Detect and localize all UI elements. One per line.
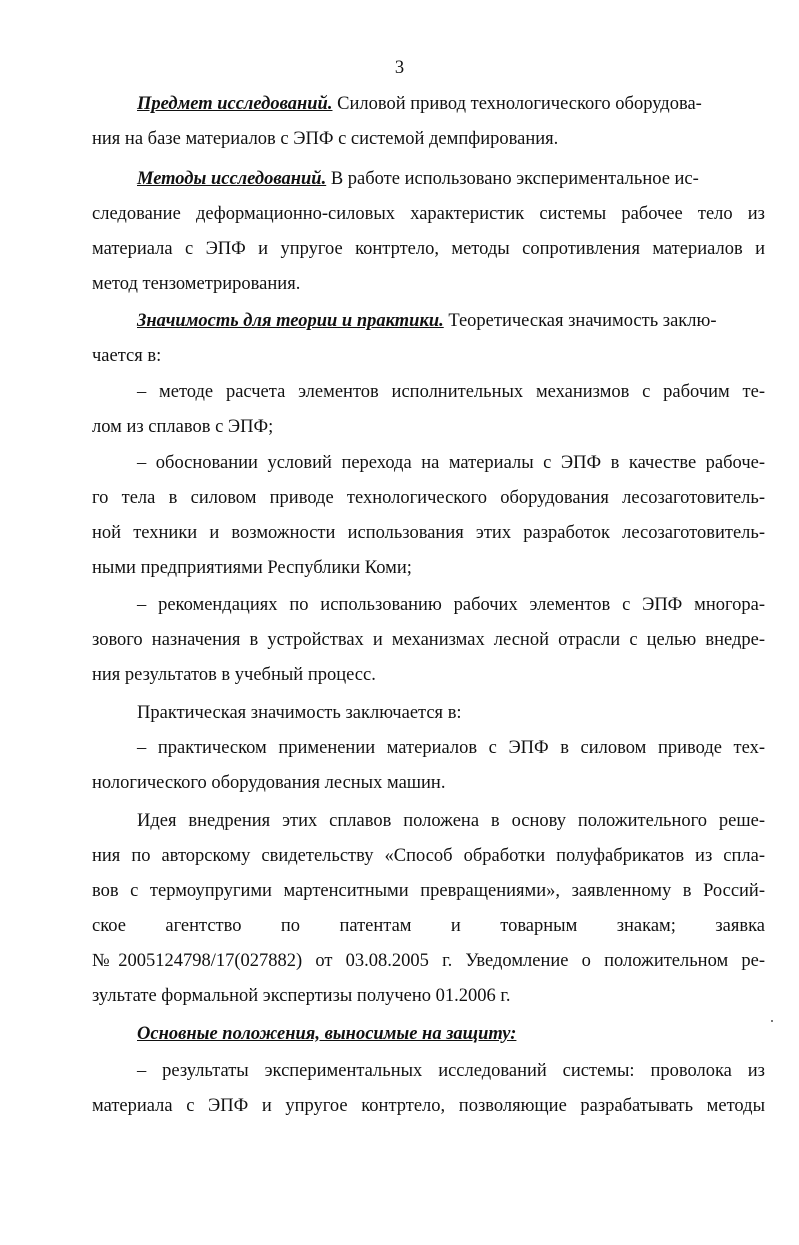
idea-line-2: ния по авторскому свидетельству «Способ обработки полуфабрикатов из спла- bbox=[92, 846, 765, 866]
significance-text: Теоретическая значимость заклю- bbox=[443, 311, 717, 331]
defense-heading: Основные положения, выносимые на защиту: bbox=[137, 1024, 517, 1044]
subject-text: Силовой привод технологического оборудова- bbox=[332, 94, 702, 114]
application-line-2: нологического оборудования лесных машин. bbox=[92, 773, 446, 793]
results-line-2: материала с ЭПФ и упругое контртело, позволяющие разрабатывать методы bbox=[92, 1096, 765, 1116]
page-number: 3 bbox=[394, 58, 405, 78]
significance-line-1 bbox=[137, 310, 765, 332]
recommendations-line-2: зового назначения в устройствах и механизмах лесной отрасли с целью внедре- bbox=[92, 630, 765, 650]
subject-heading: Предмет исследований. bbox=[137, 94, 333, 114]
methods-line-4: метод тензометрирования. bbox=[92, 274, 301, 294]
idea-line-6: зультате формальной экспертизы получено 01.2006 г. bbox=[92, 986, 511, 1006]
idea-line-3: вов с термоупругими мартенситными превращениями», заявленному в Россий- bbox=[92, 881, 765, 901]
significance-heading: Значимость для теории и практики. bbox=[137, 311, 444, 331]
justification-line-4: ными предприятиями Республики Коми; bbox=[92, 558, 412, 578]
method-item-line-2: лом из сплавов с ЭПФ; bbox=[92, 417, 274, 437]
justification-line-2: го тела в силовом приводе технологического оборудования лесозаготовитель- bbox=[92, 488, 765, 508]
recommendations-line-1: – рекомендациях по использованию рабочих элементов с ЭПФ многора- bbox=[137, 595, 765, 615]
defense-heading-line bbox=[137, 1023, 765, 1045]
methods-line-3: материала с ЭПФ и упругое контртело, методы сопротивления материалов и bbox=[92, 239, 765, 259]
methods-line-1 bbox=[137, 168, 765, 190]
methods-line-2: следование деформационно-силовых характеристик системы рабочее тело из bbox=[92, 204, 765, 224]
subject-line-2: ния на базе материалов с ЭПФ с системой демпфирования. bbox=[92, 129, 559, 149]
scan-speck bbox=[771, 1020, 773, 1022]
application-line-1: – практическом применении материалов с ЭПФ в силовом приводе тех- bbox=[137, 738, 765, 758]
significance-line-2: чается в: bbox=[92, 346, 162, 366]
idea-line-4: ское агентство по патентам и товарным знакам; заявка bbox=[92, 916, 765, 936]
justification-line-3: ной техники и возможности использования этих разработок лесозаготовитель- bbox=[92, 523, 765, 543]
methods-heading: Методы исследований. bbox=[137, 169, 327, 189]
practical-line-1: Практическая значимость заключается в: bbox=[137, 703, 462, 723]
results-line-1: – результаты экспериментальных исследований системы: проволока из bbox=[137, 1061, 765, 1081]
justification-line-1: – обосновании условий перехода на материалы с ЭПФ в качестве рабоче- bbox=[137, 453, 765, 473]
methods-text: В работе использовано экспериментальное ис- bbox=[326, 169, 699, 189]
idea-line-1: Идея внедрения этих сплавов положена в основу положительного реше- bbox=[137, 811, 765, 831]
subject-line-1 bbox=[137, 93, 765, 115]
recommendations-line-3: ния результатов в учебный процесс. bbox=[92, 665, 376, 685]
idea-line-5: №2005124798/17(027882) от 03.08.2005 г. Уведомление о положительном ре- bbox=[92, 951, 765, 971]
method-item-line-1: – методе расчета элементов исполнительных механизмов с рабочим те- bbox=[137, 382, 765, 402]
